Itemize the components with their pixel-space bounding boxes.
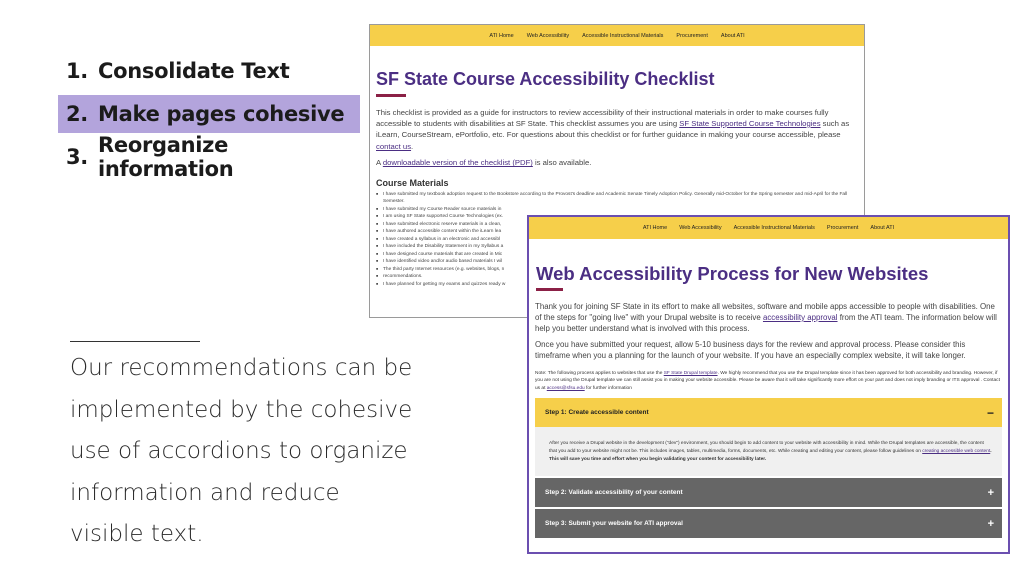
- list-item: ■ I have created a syllabus in an electronic and accessibl: [376, 236, 864, 244]
- intro-text: from the ATI team. The information below will help you better understand what is involved with this process.: [535, 312, 997, 334]
- intro-text: such as iLearn, CourseStream, ePortfolio, etc. For questions about this checklist or for further guidance in making your course accessible, please: [376, 118, 850, 140]
- nav-web-accessibility[interactable]: Web Accessibility: [526, 32, 570, 39]
- list-item: ■ I have designed course materials that are created in Mic: [376, 251, 864, 259]
- nav-about-ati[interactable]: About ATI: [720, 32, 745, 39]
- nav-ati-home[interactable]: ATI Home: [642, 225, 668, 231]
- drupal-template-link[interactable]: SF State Drupal template: [663, 370, 718, 376]
- contact-us-link[interactable]: contact us: [376, 141, 412, 151]
- step-number: 3.: [66, 145, 88, 169]
- accordion-step-1-header[interactable]: [535, 398, 1002, 427]
- step-consolidate-text: [58, 52, 360, 90]
- recommendation-line: implemented by the cohesive: [70, 396, 413, 423]
- page-title: Web Accessibility Process for New Websites: [536, 263, 929, 284]
- list-item: ■ I have planned for getting my exams and quizzes ready w: [376, 281, 864, 289]
- list-item: ■ I am using SF State supported Course Technologies (ex.: [376, 213, 864, 221]
- note-paragraph: [535, 370, 1002, 393]
- list-item: ■ I have identified video and/or audio based materials I wil: [376, 258, 864, 266]
- steps-list: [58, 52, 360, 181]
- nav-web-accessibility[interactable]: Web Accessibility: [679, 225, 722, 231]
- expand-icon[interactable]: +: [987, 486, 994, 499]
- step-label: Make pages cohesive: [98, 102, 345, 126]
- recommendation-line: use of accordions to organize: [70, 438, 408, 464]
- page-title: SF State Course Accessibility Checklist: [376, 69, 715, 89]
- accordion-body-text: . This will save you time and effort when you begin validating your content for accessibility later.: [549, 448, 992, 462]
- title-underline: [376, 94, 406, 97]
- section-divider: [70, 341, 200, 342]
- recommendation-line: information and reduce: [70, 479, 340, 506]
- step-reorganize-information: [58, 133, 360, 181]
- intro-text: Thank you for joining SF State in its effort to make all websites, software and mobile apps accessible to people with disabilities. One of the steps for "going live" with your Drupal website is to receive: [535, 301, 995, 322]
- list-item: ■ I have submitted electronic reserve materials in a clean,: [376, 221, 864, 229]
- accordion-body-text: After you receive a Drupal website in the development ("dev") environment, you should begin to add content to your website with accessibility in mind. While the Drupal templates are accessible, the content that you add to your website might not be. This includes images, tables, multimedia, forms, documents, etc. While creating and editing your content, please follow guidelines on: [549, 441, 984, 454]
- recommendation-text: [70, 348, 430, 556]
- nav-procurement[interactable]: Procurement: [676, 32, 708, 39]
- accordion-step-2-header[interactable]: [535, 478, 1002, 507]
- list-item: ■ I have submitted my textbook adoption request to the Bookstore according to the Provost's deadline and Academic Senate Timely Adoption Policy. Generally mid-October for the Spring semester and mid-April for the Fall Semester.: [376, 191, 864, 206]
- accordion-label: Step 3: Submit your website for ATI approval: [545, 520, 683, 528]
- step-label: Reorganize information: [98, 133, 234, 181]
- process-page-screenshot: [527, 215, 1010, 554]
- list-item-continued: ■ recommendations.: [376, 273, 864, 281]
- accessibility-approval-link[interactable]: accessibility approval: [762, 312, 838, 322]
- supported-tech-link[interactable]: SF State Supported Course Technologies: [679, 118, 821, 128]
- intro-paragraph: [535, 301, 1002, 335]
- step-number: 2.: [66, 102, 88, 126]
- nav-ati-home[interactable]: ATI Home: [489, 32, 514, 39]
- intro-text: This checklist is provided as a guide for instructors to review accessibility of their instructional materials in order to make courses fully accessible to students with disabilities at SF State. This checklist assumes you are using: [376, 107, 829, 128]
- note-text: . We highly recommend that you use the Drupal template since it has been approved for both accessibility and branding. However, if you are not using the Drupal template we can still assist you in making your website accessible. Please be aware that it will take significantly more effort on your part and does not imply branding or ITS approval . Contact us at: [535, 370, 1000, 391]
- nav-instructional-materials[interactable]: Accessible Instructional Materials: [582, 32, 664, 39]
- pdf-paragraph: [376, 157, 856, 168]
- step-label: Consolidate Text: [98, 59, 290, 83]
- expand-icon[interactable]: +: [987, 517, 994, 530]
- accordion-label: Step 1: Create accessible content: [545, 409, 649, 417]
- pdf-text: is also available.: [532, 158, 592, 168]
- intro-text: .: [411, 141, 414, 151]
- note-text: for further information: [584, 385, 632, 391]
- accordion-step-3-header[interactable]: [535, 509, 1002, 538]
- collapse-icon[interactable]: −: [986, 405, 994, 420]
- email-link[interactable]: access@sfsu.edu: [546, 385, 585, 391]
- top-nav: [370, 25, 864, 46]
- pdf-link[interactable]: downloadable version of the checklist (PDF): [382, 158, 533, 168]
- list-item: ■ I have authored accessible content within the iLearn lea: [376, 228, 864, 236]
- step-number: 1.: [66, 59, 88, 83]
- list-item: ■ The third party Internet resources (e.g. websites, blogs, n: [376, 266, 864, 274]
- list-item: ■ I have submitted my Course Reader source materials in: [376, 206, 864, 214]
- intro-paragraph: [376, 107, 856, 153]
- accessible-content-link[interactable]: creating accessible web content: [922, 448, 991, 454]
- nav-about-ati[interactable]: About ATI: [870, 225, 895, 231]
- timeframe-paragraph: Once you have submitted your request, allow 5-10 business days for the review and approval process. Please consider this timeframe when you a planning for the launch of your website. If you have an especially complex website, it will take longer.: [535, 339, 966, 361]
- step-make-pages-cohesive: [58, 95, 360, 133]
- top-nav: [529, 217, 1008, 239]
- nav-procurement[interactable]: Procurement: [826, 225, 859, 231]
- accordion-step-1-body: [535, 427, 1002, 476]
- title-underline: [536, 288, 563, 291]
- recommendation-line: visible text.: [70, 521, 204, 547]
- nav-instructional-materials[interactable]: Accessible Instructional Materials: [733, 225, 815, 231]
- list-item: ■ I have included the Disability Statement in my Syllabus a: [376, 243, 864, 251]
- accordion-label: Step 2: Validate accessibility of your content: [545, 489, 683, 497]
- note-text: Note: The following process applies to websites that use the: [535, 370, 664, 376]
- pdf-text: A: [376, 158, 383, 168]
- section-heading: Course Materials: [376, 177, 449, 188]
- recommendation-line: Our recommendations can be: [70, 355, 413, 381]
